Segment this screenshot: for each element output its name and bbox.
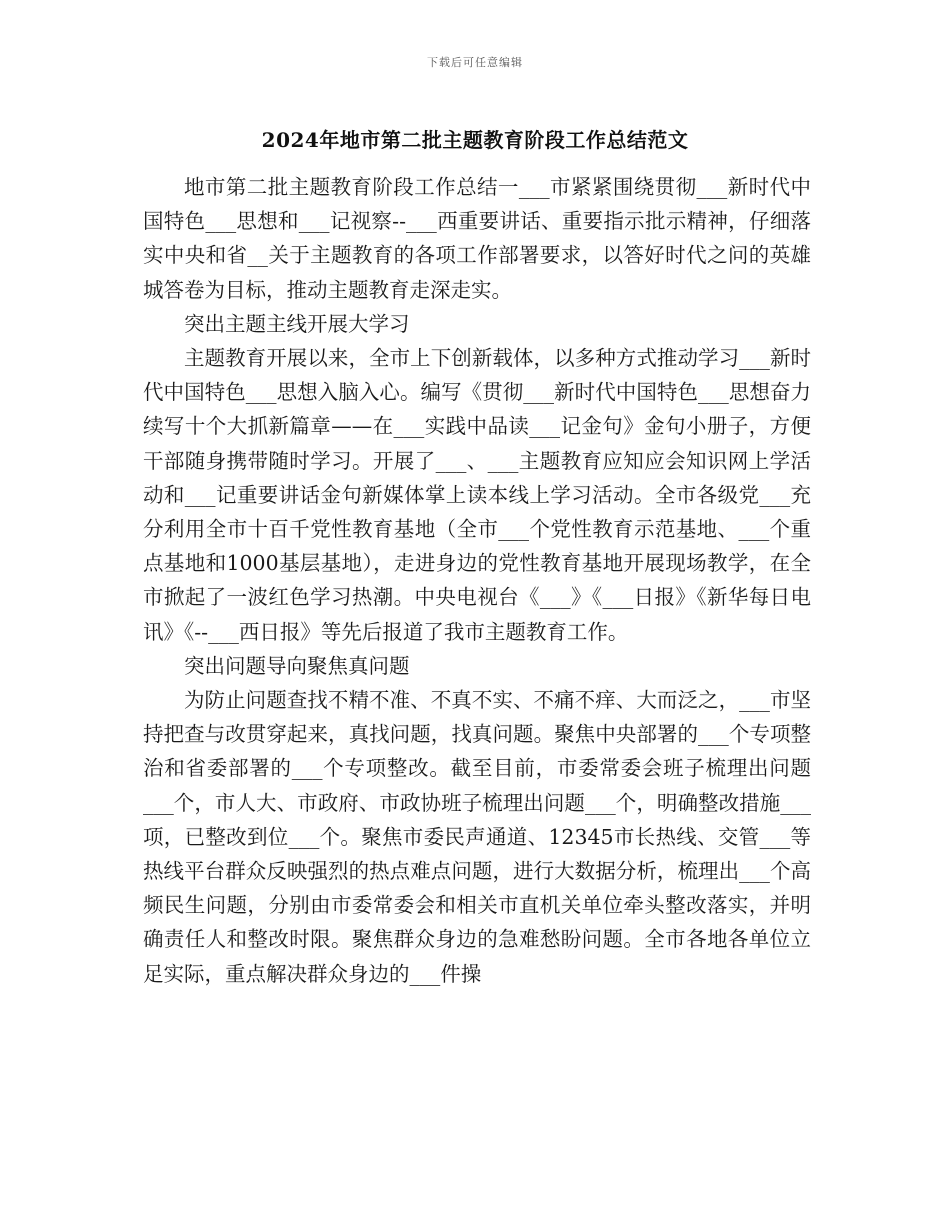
paragraph-intro: 地市第二批主题教育阶段工作总结一___市紧紧围绕贯彻___新时代中国特色___思想和___记视察--___西重要讲话、重要指示批示精神，仔细落实中央和省__关于主题教育的各项工作部署要求，以答好时代之问的英雄城答卷为目标，推动主题教育走深走实。 xyxy=(143,175,811,302)
header-note: 下载后可任意编辑 xyxy=(427,56,523,69)
document-body xyxy=(143,170,811,991)
section-heading-problems: 突出问题导向聚焦真问题 xyxy=(184,653,410,678)
paragraph-problems: 为防止问题查找不精不准、不真不实、不痛不痒、大而泛之，___市坚持把查与改贯穿起来，真找问题，找真问题。聚焦中央部署的___个专项整治和省委部署的___个专项整改。截至目前，市委常委会班子梳理出问题___个，市人大、市政府、市政协班子梳理出问题___个，明确整改措施___项，已整改到位___个。聚焦市委民声通道、12345市长热线、交管___等热线平台群众反映强烈的热点难点问题，进行大数据分析，梳理出___个高频民生问题，分别由市委常委会和相关市直机关单位牵头整改落实，并明确责任人和整改时限。聚焦群众身边的急难愁盼问题。全市各地各单位立足实际，重点解决群众身边的___件操 xyxy=(143,688,811,986)
paragraph-study: 主题教育开展以来，全市上下创新载体，以多种方式推动学习___新时代中国特色___思想入脑入心。编写《贯彻___新时代中国特色___思想奋力续写十个大抓新篇章——在___实践中品读___记金句》金句小册子，方便干部随身携带随时学习。开展了___、___主题教育应知应会知识网上学活动和___记重要讲话金句新媒体掌上读本线上学习活动。全市各级党___充分利用全市十百千党性教育基地（全市___个党性教育示范基地、___个重点基地和1000基层基地），走进身边的党性教育基地开展现场教学，在全市掀起了一波红色学习热潮。中央电视台《___》《___日报》《新华每日电讯》《--___西日报》等先后报道了我市主题教育工作。 xyxy=(143,346,811,644)
document-title: 2024年地市第二批主题教育阶段工作总结范文 xyxy=(261,128,689,152)
section-heading-study: 突出主题主线开展大学习 xyxy=(184,311,410,336)
